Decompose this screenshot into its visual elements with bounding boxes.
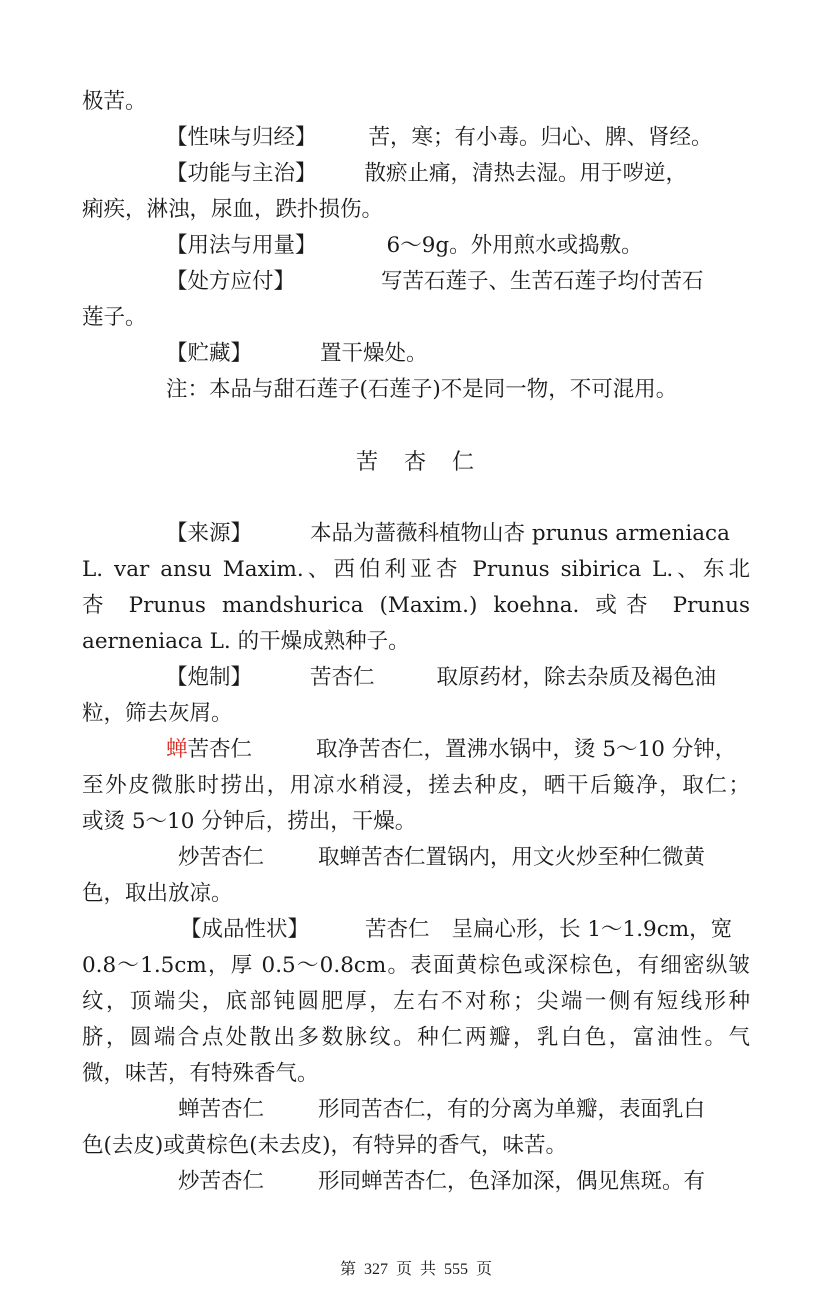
appearance-line <box>82 1092 750 1128</box>
section-text: 呈扁心形，长 1～1.9cm，宽 <box>451 917 733 942</box>
text-line: 至外皮微胀时捞出，用凉水稍浸，搓去种皮，晒干后簸净，取仁； <box>82 773 750 798</box>
text-line: 或烫 5～10 分钟后，捞出，干燥。 <box>82 809 417 834</box>
section-text: 形同苦杏仁，有的分离为单瓣，表面乳白 <box>318 1097 706 1122</box>
text-line: 脐，圆端合点处散出多数脉纹。种仁两瓣，乳白色，富油性。气 <box>82 1025 750 1050</box>
text-line: 粒，筛去灰屑。 <box>82 701 233 726</box>
processing-line <box>82 840 750 876</box>
dosage-line <box>82 228 750 264</box>
heading-char: 仁 <box>452 450 477 475</box>
section-text: 取蝉苦杏仁置锅内，用文火炒至种仁微黄 <box>318 845 706 870</box>
text-line: 纹，顶端尖，底部钝圆肥厚，左右不对称；尖端一侧有短线形种 <box>82 989 750 1014</box>
section-label: 【贮藏】 <box>166 341 253 366</box>
item-name: 炒苦杏仁 <box>178 1169 265 1194</box>
section-text: 取原药材，除去杂质及褐色油 <box>436 665 717 690</box>
text-line: 痢疾，淋浊，尿血，跌扑损伤。 <box>82 197 384 222</box>
prescription-line <box>82 264 750 300</box>
text-line: 微，味苦，有特殊香气。 <box>82 1061 319 1086</box>
processing-line <box>82 732 750 768</box>
section-text: 取净苦杏仁，置沸水锅中，烫 5～10 分钟， <box>316 737 737 762</box>
page-number: 第 327 页 共 555 页 <box>339 1261 492 1278</box>
section-label: 【功能与主治】 <box>166 161 317 186</box>
text-line: 色，取出放凉。 <box>82 881 233 906</box>
appearance-line <box>82 912 750 948</box>
note-text: 注：本品与甜石莲子(石莲子)不是同一物，不可混用。 <box>166 377 678 402</box>
item-name: 蝉苦杏仁 <box>178 1097 265 1122</box>
section-label: 【来源】 <box>166 521 253 546</box>
section-text: 散瘀止痛，清热去湿。用于哕逆， <box>364 161 688 186</box>
section-label: 【处方应付】 <box>166 269 296 294</box>
heading-char: 杏 <box>403 450 428 475</box>
section-text: 置干燥处。 <box>320 341 428 366</box>
section-label: 【炮制】 <box>166 665 253 690</box>
text-line: 莲子。 <box>82 305 147 330</box>
section-label: 【用法与用量】 <box>166 233 317 258</box>
section-text: 写苦石莲子、生苦石莲子均付苦石 <box>381 269 704 294</box>
note-line <box>82 372 750 408</box>
section-text: 苦，寒；有小毒。归心、脾、肾经。 <box>368 125 713 150</box>
storage-line <box>82 336 750 372</box>
processing-line <box>82 660 750 696</box>
item-name: 苦杏仁 <box>365 917 430 942</box>
function-line <box>82 156 750 192</box>
appearance-line <box>82 1164 750 1200</box>
highlighted-char: 蝉 <box>166 737 188 762</box>
item-name: 苦杏仁 <box>187 737 253 762</box>
item-name: 炒苦杏仁 <box>178 845 265 870</box>
section-text: 6～9g。外用煎水或捣敷。 <box>386 233 643 258</box>
section-heading <box>0 445 832 481</box>
section-label: 【性味与归经】 <box>166 125 317 150</box>
source-line <box>82 516 750 552</box>
text-line: 色(去皮)或黄棕色(未去皮)，有特异的香气，味苦。 <box>82 1133 568 1158</box>
property-line <box>82 120 750 156</box>
text-line: L. var ansu Maxim.、西伯利亚杏 Prunus sibirica L.、东北 <box>82 557 750 582</box>
section-text: 形同蝉苦杏仁，色泽加深，偶见焦斑。有 <box>318 1169 706 1194</box>
heading-char: 苦 <box>355 450 380 475</box>
text-line: aerneniaca L. 的干燥成熟种子。 <box>82 629 410 654</box>
text-line: 杏 Prunus mandshurica (Maxim.) koehna. 或杏 Prunus <box>82 593 750 618</box>
text-line: 0.8～1.5cm，厚 0.5～0.8cm。表面黄棕色或深棕色，有细密纵皱 <box>82 953 750 978</box>
text-line: 极苦。 <box>82 89 147 114</box>
section-text: 本品为蔷薇科植物山杏 prunus armeniaca <box>310 521 730 546</box>
section-label: 【成品性状】 <box>180 917 310 942</box>
item-name: 苦杏仁 <box>310 665 375 690</box>
